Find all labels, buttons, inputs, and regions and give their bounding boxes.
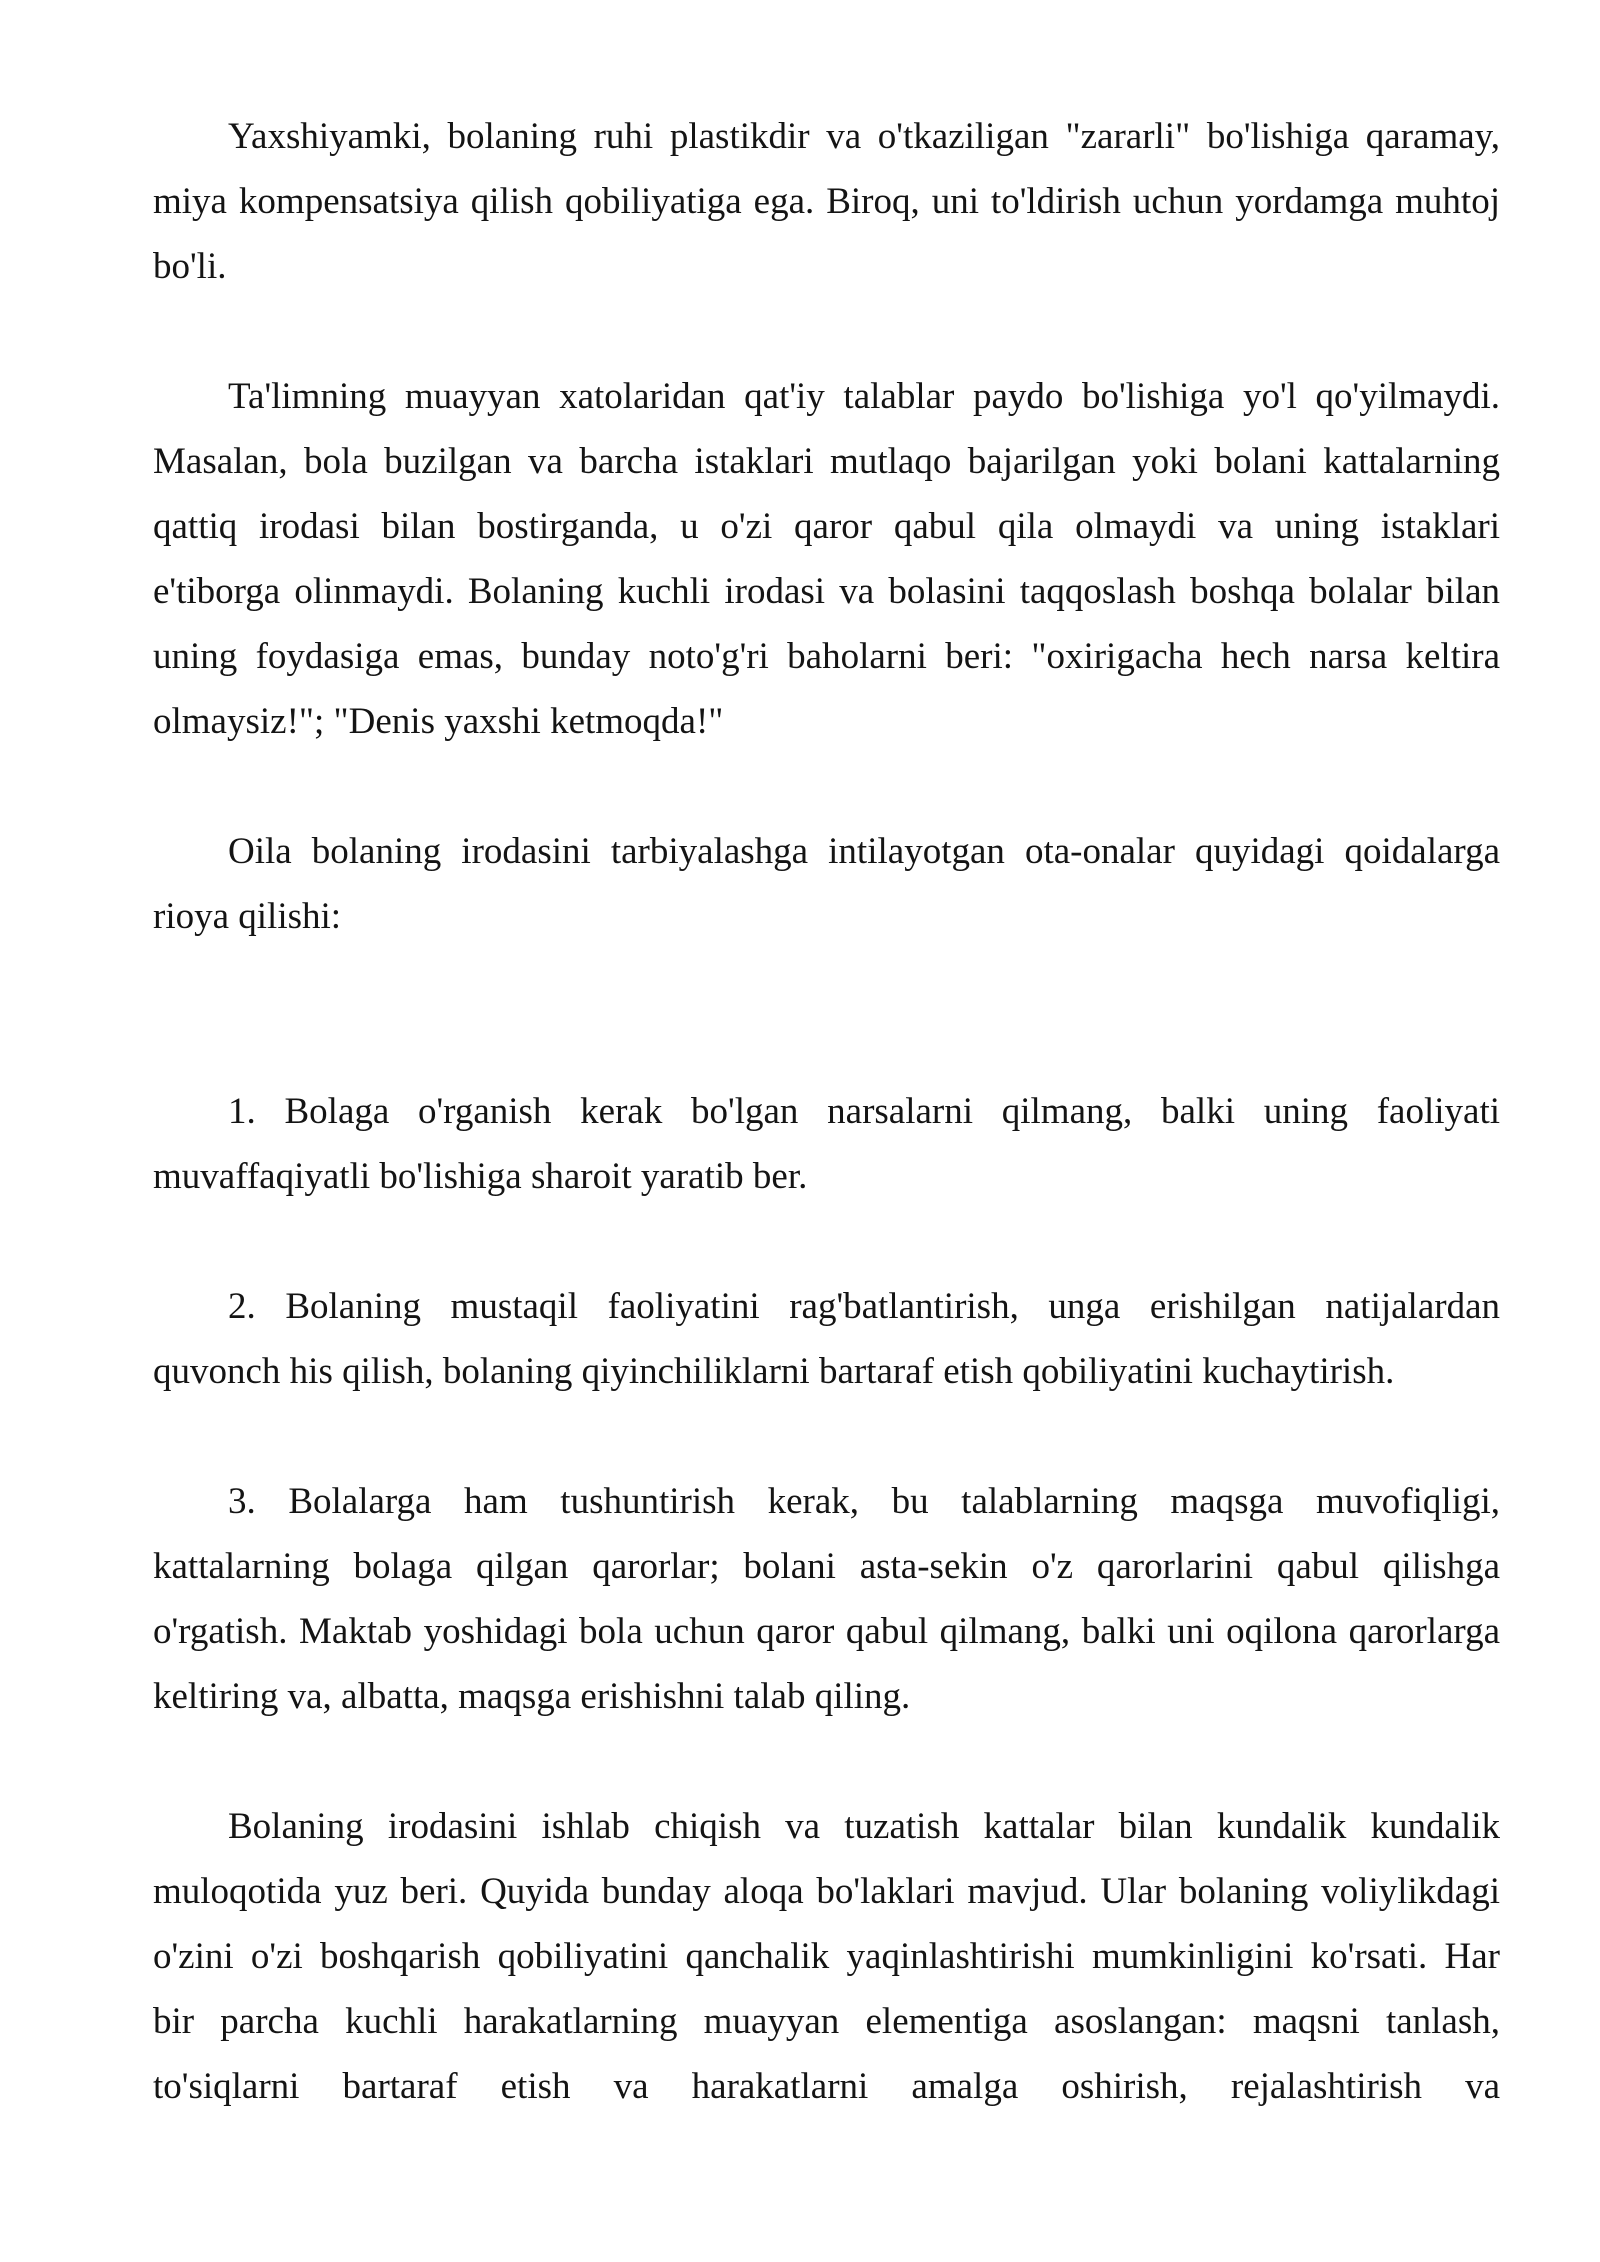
text-line: rioya qilishi: [153, 896, 342, 937]
text-line: 3. Bolalarga ham tushuntirish kerak, bu talablarning maqsga muvofiqligi, [228, 1481, 1500, 1522]
text-line: kattalarning bolaga qilgan qarorlar; bolani asta-sekin o'z qarorlarini qabul qilishga [153, 1546, 1500, 1587]
text-line: 1. Bolaga o'rganish kerak bo'lgan narsalarni qilmang, balki uning faoliyati [228, 1091, 1500, 1132]
paragraph-education-errors [153, 364, 1500, 754]
text-line: o'rgatish. Maktab yoshidagi bola uchun qaror qabul qilmang, balki uni oqilona qarorlarga [153, 1611, 1500, 1652]
text-line: qattiq irodasi bilan bostirganda, u o'zi qaror qabul qila olmaydi va uning istaklari [153, 506, 1500, 547]
text-line: miya kompensatsiya qilish qobiliyatiga ega. Biroq, uni to'ldirish uchun yordamga muhtoj [153, 181, 1500, 222]
numbered-rule-1 [153, 1079, 1500, 1209]
text-line: muloqotida yuz beri. Quyida bunday aloqa bo'laklari mavjud. Ular bolaning voliylikdagi [153, 1871, 1500, 1912]
text-line: 2. Bolaning mustaqil faoliyatini rag'batlantirish, unga erishilgan natijalardan [228, 1286, 1500, 1327]
text-line: Oila bolaning irodasini tarbiyalashga intilayotgan ota-onalar quyidagi qoidalarga [228, 831, 1500, 872]
text-line: quvonch his qilish, bolaning qiyinchiliklarni bartaraf etish qobiliyatini kuchaytirish. [153, 1351, 1395, 1392]
paragraph-intro [153, 104, 1500, 299]
text-line: o'zini o'zi boshqarish qobiliyatini qanchalik yaqinlashtirishi mumkinligini ko'rsati. Har [153, 1936, 1500, 1977]
text-line: olmaysiz!"; "Denis yaxshi ketmoqda!" [153, 701, 724, 742]
numbered-rule-3 [153, 1469, 1500, 1729]
text-line: keltiring va, albatta, maqsga erishishni talab qiling. [153, 1676, 911, 1717]
numbered-rule-2 [153, 1274, 1500, 1404]
paragraph-will-development [153, 1794, 1500, 2119]
paragraph-rules-intro [153, 819, 1500, 949]
text-line: to'siqlarni bartaraf etish va harakatlarni amalga oshirish, rejalashtirish va [153, 2066, 1500, 2107]
text-line: bo'li. [153, 246, 227, 287]
text-line: bir parcha kuchli harakatlarning muayyan elementiga asoslangan: maqsni tanlash, [153, 2001, 1500, 2042]
text-line: Masalan, bola buzilgan va barcha istaklari mutlaqo bajarilgan yoki bolani kattalarning [153, 441, 1500, 482]
text-line: Bolaning irodasini ishlab chiqish va tuzatish kattalar bilan kundalik kundalik [228, 1806, 1500, 1847]
text-line: uning foydasiga emas, bunday noto'g'ri baholarni beri: "oxirigacha hech narsa keltira [153, 636, 1500, 677]
text-line: muvaffaqiyatli bo'lishiga sharoit yaratib ber. [153, 1156, 808, 1197]
text-line: Ta'limning muayyan xatolaridan qat'iy talablar paydo bo'lishiga yo'l qo'yilmaydi. [228, 376, 1500, 417]
text-line: Yaxshiyamki, bolaning ruhi plastikdir va o'tkaziligan "zararli" bo'lishiga qaramay, [228, 116, 1500, 157]
text-line: e'tiborga olinmaydi. Bolaning kuchli irodasi va bolasini taqqoslash boshqa bolalar bilan [153, 571, 1500, 612]
